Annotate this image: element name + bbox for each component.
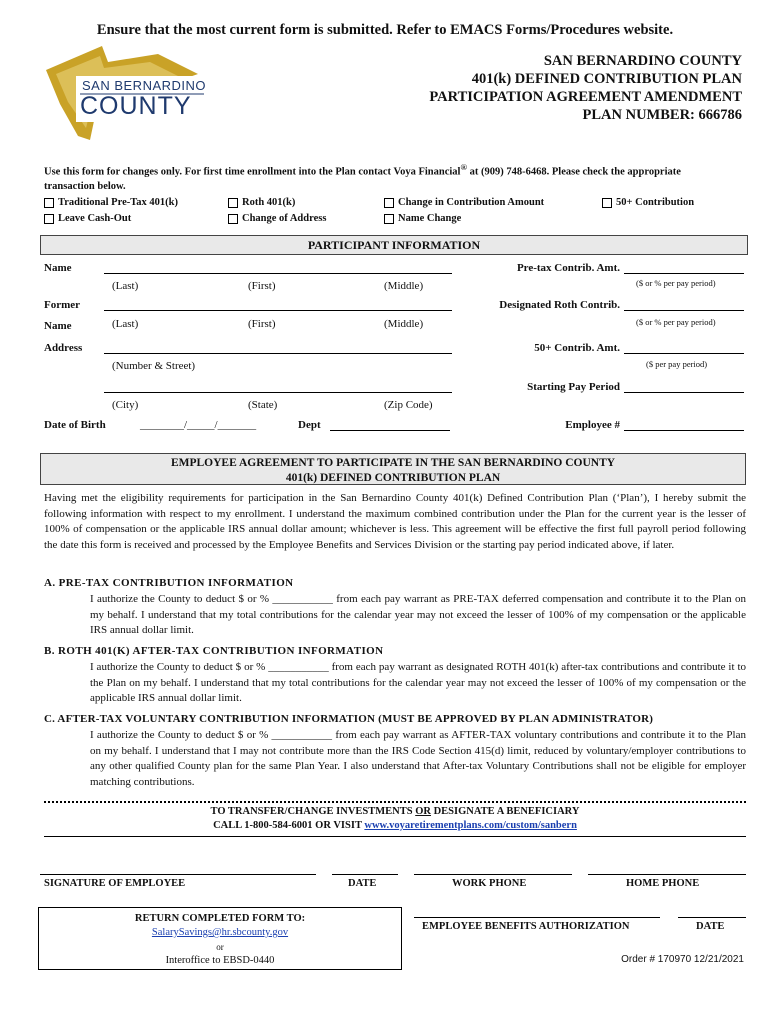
- start-pay-label: Starting Pay Period: [527, 381, 620, 393]
- instructions-part-a: Use this form for changes only. For first time enrollment into the Plan contact Voya Financial: [44, 166, 461, 178]
- return-or: or: [216, 942, 224, 952]
- roth-hint: ($ or % per pay period): [636, 317, 716, 327]
- transfer-box: [44, 805, 746, 833]
- zip-hint: (Zip Code): [384, 399, 433, 411]
- fifty-label: 50+ Contrib. Amt.: [534, 342, 620, 354]
- home-phone-label: HOME PHONE: [626, 878, 700, 889]
- pretax-line[interactable]: [624, 273, 744, 274]
- transfer-text-b: DESIGNATE A BENEFICIARY: [430, 806, 580, 817]
- transfer-line-2: [44, 819, 746, 833]
- employee-num-label: Employee #: [565, 419, 620, 431]
- checkbox-change-address[interactable]: [228, 213, 326, 224]
- transfer-or: OR: [415, 806, 431, 817]
- section-b-heading: B. ROTH 401(K) AFTER-TAX CONTRIBUTION INFORMATION: [44, 645, 384, 657]
- middle-hint: (Middle): [384, 280, 424, 292]
- agreement-intro: Having met the eligibility requirements for participation in the San Bernardino County 401(k) Defined Contribution Plan (‘Plan’), I hereby submit the following information with respect to my enrollment. I understand the maximum combined contribution under the Plan for the current year is the lesser of 100% of compensation or the applicable IRS annual dollar amount; whichever is less. This agreement will be effective the first full payroll period following the date this form is received and processed by the Employee Benefits and Services Division or the starting pay period indicated above, if later.: [44, 492, 746, 551]
- date-line[interactable]: [332, 874, 398, 875]
- signature-label: SIGNATURE OF EMPLOYEE: [44, 878, 186, 889]
- employee-num-line[interactable]: [624, 430, 744, 431]
- authorization-date-line[interactable]: [678, 917, 746, 918]
- roth-label: Designated Roth Contrib.: [499, 299, 620, 311]
- dob-label: Date of Birth: [44, 419, 106, 431]
- fifty-line[interactable]: [624, 353, 744, 354]
- checkbox-traditional-pretax[interactable]: [44, 197, 178, 208]
- roth-line[interactable]: [624, 310, 744, 311]
- instructions-part-b: at (909) 748-6468. Please check the appropriate transaction below.: [44, 166, 681, 192]
- state-hint: (State): [248, 399, 278, 411]
- instructions: [44, 160, 734, 194]
- street-hint: (Number & Street): [112, 360, 196, 372]
- work-phone-line[interactable]: [414, 874, 572, 875]
- home-phone-line[interactable]: [588, 874, 746, 875]
- first-hint: (First): [248, 280, 276, 292]
- section-a-body: I authorize the County to deduct $ or % ___________ from each pay warrant as PRE-TAX deferred compensation and contribute it to the Plan on my behalf. I understand that my total contributions for the calendar year may not exceed the lesser of 100% of my compensation or the applicable IRS annual dollar limit.: [90, 593, 746, 636]
- checkbox-box[interactable]: [602, 198, 612, 208]
- authorization-line[interactable]: [414, 917, 660, 918]
- work-phone-label: WORK PHONE: [452, 878, 527, 889]
- return-email-link[interactable]: SalarySavings@hr.sbcounty.gov: [151, 927, 289, 938]
- checkbox-box[interactable]: [44, 214, 54, 224]
- fifty-hint: ($ per pay period): [646, 359, 708, 369]
- former-name-label: Name: [44, 320, 72, 332]
- header-line-1: SAN BERNARDINO COUNTY: [543, 53, 742, 69]
- former-middle-hint: (Middle): [384, 318, 424, 330]
- transfer-text-a: TO TRANSFER/CHANGE INVESTMENTS: [210, 806, 416, 817]
- header-line-4: PLAN NUMBER: 666786: [582, 107, 742, 123]
- address-label: Address: [44, 342, 83, 354]
- checkbox-label: Change in Contribution Amount: [398, 197, 545, 208]
- date-label: DATE: [348, 878, 377, 889]
- pretax-label: Pre-tax Contrib. Amt.: [516, 262, 620, 274]
- checkbox-box[interactable]: [228, 214, 238, 224]
- form-header: [429, 52, 742, 124]
- transfer-divider: [44, 801, 746, 803]
- checkbox-fifty-plus[interactable]: [602, 197, 694, 208]
- checkbox-leave-cashout[interactable]: [44, 213, 131, 224]
- signature-line[interactable]: [40, 874, 316, 875]
- agreement-title-1: EMPLOYEE AGREEMENT TO PARTICIPATE IN THE SAN BERNARDINO COUNTY: [170, 457, 616, 469]
- start-pay-line[interactable]: [624, 392, 744, 393]
- checkbox-label: Name Change: [398, 213, 462, 224]
- checkbox-box[interactable]: [228, 198, 238, 208]
- checkbox-label: Roth 401(k): [242, 197, 296, 208]
- dept-line[interactable]: [330, 430, 450, 431]
- agreement-title-2: 401(k) DEFINED CONTRIBUTION PLAN: [285, 472, 501, 484]
- checkbox-change-amount[interactable]: [384, 197, 544, 208]
- checkbox-box[interactable]: [384, 198, 394, 208]
- section-c-body: I authorize the County to deduct $ or % ___________ from each pay warrant as AFTER-TAX voluntary contributions and contribute it to the Plan on my behalf. I understand that I may not contribute more than the IRS Code Section 415(d) limit, reduced by voluntary/employer contributions to any other qualified County plan for the same Plan Year. I also understand that After-tax Voluntary Contributions shall not be eligible for employer matching contributions.: [90, 729, 746, 788]
- agreement-header: [40, 453, 746, 485]
- city-hint: (City): [112, 399, 139, 411]
- checkbox-name-change[interactable]: [384, 213, 461, 224]
- participant-info-header: PARTICIPANT INFORMATION: [40, 235, 748, 255]
- return-interoffice: Interoffice to EBSD-0440: [165, 955, 275, 966]
- name-label: Name: [44, 262, 72, 274]
- transfer-call: CALL 1-800-584-6001 OR VISIT: [213, 820, 365, 831]
- checkbox-label: Leave Cash-Out: [58, 213, 132, 224]
- checkbox-label: 50+ Contribution: [616, 197, 695, 208]
- former-name-line[interactable]: [104, 310, 452, 311]
- header-line-2: 401(k) DEFINED CONTRIBUTION PLAN: [471, 71, 742, 87]
- transfer-bottom-rule: [44, 836, 746, 837]
- top-banner: Ensure that the most current form is submitted. Refer to EMACS Forms/Procedures website.: [96, 22, 674, 38]
- pretax-hint: ($ or % per pay period): [636, 278, 716, 288]
- name-line[interactable]: [104, 273, 452, 274]
- checkbox-label: Change of Address: [242, 213, 327, 224]
- checkbox-roth[interactable]: [228, 197, 295, 208]
- section-a-heading: A. PRE-TAX CONTRIBUTION INFORMATION: [44, 577, 294, 589]
- order-number: Order # 170970 12/21/2021: [621, 954, 744, 965]
- former-last-hint: (Last): [112, 318, 139, 330]
- section-b-body: I authorize the County to deduct $ or % ___________ from each pay warrant as designated ROTH 401(k) after-tax contributions and contribute it to the Plan on my behalf. I understand that my total contributions for the calendar year may not exceed the lesser of 100% of my compensation or the applicable IRS annual dollar limit.: [90, 661, 746, 704]
- transfer-line-1: [44, 805, 746, 819]
- registered-mark: ®: [460, 162, 468, 172]
- checkbox-box[interactable]: [384, 214, 394, 224]
- last-hint: (Last): [112, 280, 139, 292]
- checkbox-box[interactable]: [44, 198, 54, 208]
- city-line[interactable]: [104, 392, 452, 393]
- voya-link[interactable]: www.voyaretirementplans.com/custom/sanbern: [364, 820, 577, 831]
- return-box: [38, 907, 402, 970]
- return-heading: RETURN COMPLETED FORM TO:: [134, 913, 306, 924]
- former-label: Former: [44, 299, 81, 311]
- dob-field[interactable]: ________/_____/_______: [140, 419, 257, 431]
- street-line[interactable]: [104, 353, 452, 354]
- logo-text-bottom: COUNTY: [80, 92, 192, 120]
- logo-text-top: SAN BERNARDINO: [82, 78, 207, 93]
- section-c-heading: C. AFTER-TAX VOLUNTARY CONTRIBUTION INFORMATION (MUST BE APPROVED BY PLAN ADMINISTRATOR): [44, 713, 654, 725]
- authorization-label: EMPLOYEE BENEFITS AUTHORIZATION: [422, 921, 630, 932]
- dept-label: Dept: [298, 419, 321, 431]
- header-line-3: PARTICIPATION AGREEMENT AMENDMENT: [429, 89, 742, 105]
- authorization-date-label: DATE: [696, 921, 725, 932]
- checkbox-label: Traditional Pre-Tax 401(k): [58, 197, 178, 208]
- former-first-hint: (First): [248, 318, 276, 330]
